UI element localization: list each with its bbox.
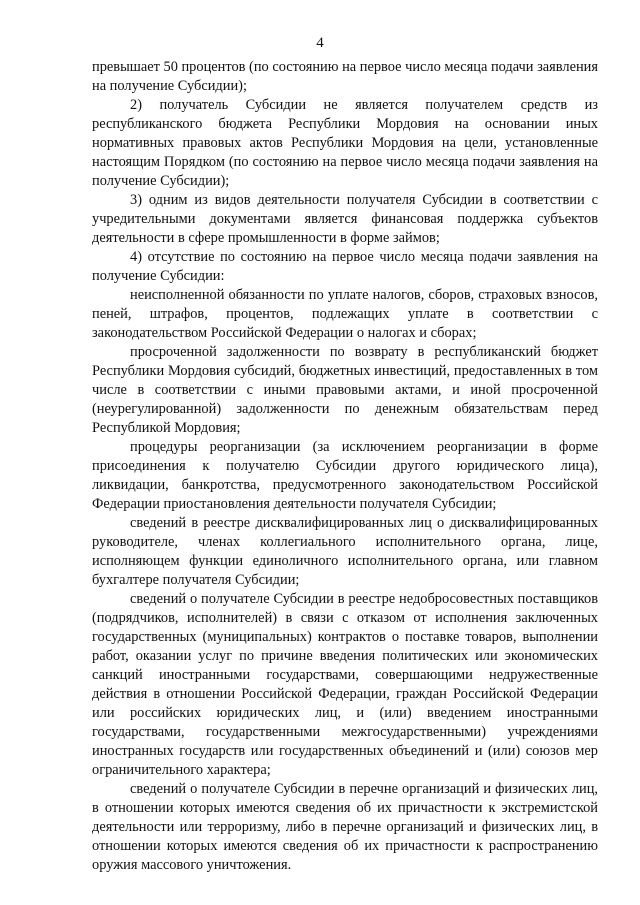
document-body [92, 58, 598, 875]
paragraph-reorganization: процедуры реорганизации (за исключением реорганизации в форме присоединения к получателю Субсидии другого юридического лица), ликвидации, банкротства, предусмотренного законодательством Российской Федерации приостановления деятельности получателя Субсидии; [92, 439, 598, 512]
paragraph-extremism-list: сведений о получателе Субсидии в перечне организаций и физических лиц, в отношении которых имеются сведения об их причастности к экстремистской деятельности или терроризму, либо в перечне организаций и физических лиц, в отношении которых имеются сведения об их причастности к распространению оружия массового уничтожения. [92, 781, 598, 873]
page-number: 4 [316, 35, 324, 51]
paragraph-disqualified-registry: сведений в реестре дисквалифицированных лиц о дисквалифицированных руководителе, членах коллегиального исполнительного органа, лице, исполняющем функции единоличного исполнительного органа, или главном бухгалтере получателя Субсидии; [92, 515, 598, 588]
paragraph-item-3: 3) одним из видов деятельности получателя Субсидии в соответствии с учредительными документами является финансовая поддержка субъектов деятельности в сфере промышленности в форме займов; [92, 192, 598, 246]
paragraph-overdue-debt: просроченной задолженности по возврату в республиканский бюджет Республики Мордовия субсидий, бюджетных инвестиций, предоставленных в том числе в соответствии с иными правовыми актами, и иной просроченной (неурегулированной) задолженности по денежным обязательствам перед Республикой Мордовия; [92, 344, 598, 436]
paragraph-tax-obligations: неисполненной обязанности по уплате налогов, сборов, страховых взносов, пеней, штрафов, процентов, подлежащих уплате в соответствии с законодательством Российской Федерации о налогах и сборах; [92, 287, 598, 341]
paragraph-item-2: 2) получатель Субсидии не является получателем средств из республиканского бюджета Республики Мордовия на основании иных нормативных правовых актов Республики Мордовия на цели, установленные настоящим Порядком (по состоянию на первое число месяца подачи заявления на получение Субсидии); [92, 97, 598, 189]
paragraph-item-4: 4) отсутствие по состоянию на первое число месяца подачи заявления на получение Субсидии: [92, 249, 598, 284]
paragraph-unfair-suppliers-registry: сведений о получателе Субсидии в реестре недобросовестных поставщиков (подрядчиков, исполнителей) в связи с отказом от исполнения заключенных государственных (муниципальных) контрактов о поставке товаров, выполнении работ, оказании услуг по причине введения политических или экономических санкций иностранными государствами, совершающими недружественные действия в отношении Российской Федерации, граждан Российской Федерации или российских юридических лиц, и (или) введением иностранными государствами, государственными межгосударственными) учреждениями иностранных государств или государственных объединений и (или) союзов мер ограничительного характера; [92, 591, 598, 778]
paragraph-continuation: превышает 50 процентов (по состоянию на первое число месяца подачи заявления на получение Субсидии); [92, 59, 598, 94]
